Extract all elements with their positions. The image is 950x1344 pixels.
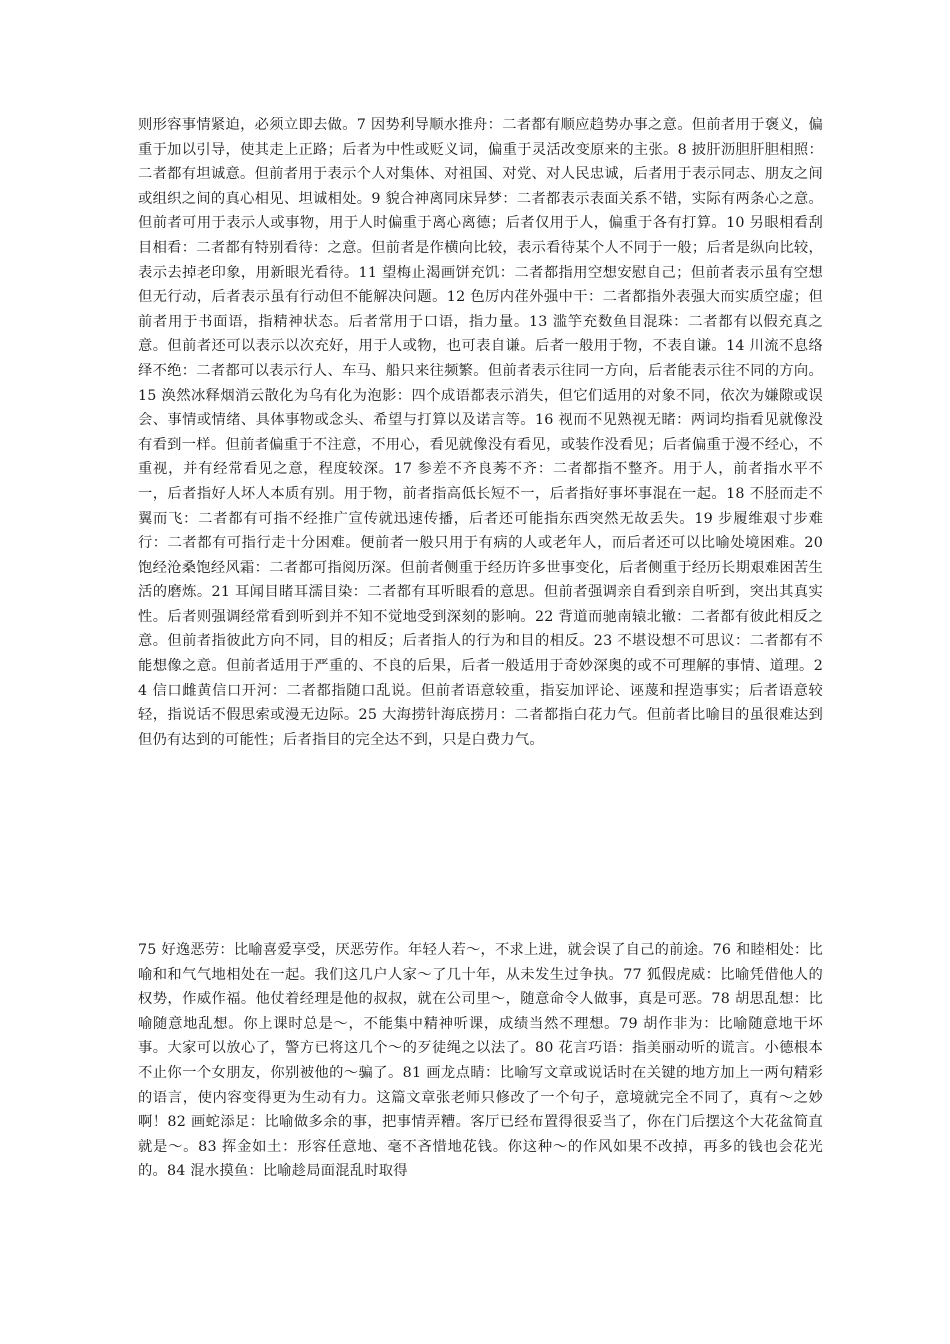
paragraph-idiom-definitions: 75 好逸恶劳：比喻喜爱享受，厌恶劳作。年轻人若～，不求上进，就会误了自己的前途。76 和睦相处：比喻和和气气地相处在一起。我们这几户人家～了几十年，从未发生过争执。77 狐假虎威：比喻凭借他人的权势，作威作福。他仗着经理是他的叔叔，就在公司里～，随意命令人做事，真是可恶。78 胡思乱想：比喻随意地乱想。你上课时总是～，不能集中精神听课，成绩当然不理想。79 胡作非为：比喻随意地干坏事。大家可以放心了，警方已将这几个～的歹徒绳之以法了。80 花言巧语：指美丽动听的谎言。小德根本不止你一个女朋友，你别被他的～骗了。81 画龙点睛：比喻写文章或说话时在关键的地方加上一两句精彩的语言，使内容变得更为生动有力。这篇文章张老师只修改了一个句子，意境就完全不同了，真有～之妙啊！82 画蛇添足：比喻做多余的事，把事情弄糟。客厅已经布置得很妥当了，你在门后摆这个大花盆简直就是～。83 挥金如土：形容任意地、毫不吝惜地花钱。你这种～的作风如果不改掉，再多的钱也会花光的。84 混水摸鱼：比喻趁局面混乱时取得 [138, 942, 823, 1180]
paragraph-idiom-comparisons: 则形容事情紧迫，必须立即去做。7 因势利导顺水推舟：二者都有顺应趋势办事之意。但前者用于褒义，偏重于加以引导，使其走上正路；后者为中性或贬义词，偏重于灵活改变原来的主张。8 披肝沥胆肝胆相照：二者都有坦诚意。但前者用于表示个人对集体、对祖国、对党、对人民忠诚，后者用于表示同志、朋友之间或组织之间的真心相见、坦诚相处。9 貌合神离同床异梦：二者都表示表面关系不错，实际有两条心之意。但前者可用于表示人或事物，用于人时偏重于离心离德；后者仅用于人，偏重于各有打算。10 另眼相看刮目相看：二者都有特别看待：之意。但前者是作横向比较，表示看待某个人不同于一般；后者是纵向比较，表示去掉老印象，用新眼光看待。11 望梅止渴画饼充饥：二者都指用空想安慰自己；但前者表示虽有空想但无行动，后者表示虽有行动但不能解决问题。12 色厉内荏外强中干：二者都指外表强大而实质空虚；但前者用于书面语，指精神状态。后者常用于口语，指力量。13 滥竽充数鱼目混珠：二者都有以假充真之意。但前者还可以表示以次充好，用于人或物，也可表自谦。后者一般用于物，不表自谦。14 川流不息络绎不绝：二者都可以表示行人、车马、船只来往频繁。但前者表示往同一方向，后者能表示往不同的方向。15 涣然冰释烟消云散化为乌有化为泡影：四个成语都表示消失，但它们适用的对象不同，依次为嫌隙或误会、事情或情绪、具体事物或念头、希望与打算以及诺言等。16 视而不见熟视无睹：两词均指看见就像没有看到一样。但前者偏重于不注意，不用心，看见就像没有看见，或装作没看见；后者偏重于漫不经心，不重视，并有经常看见之意，程度较深。17 参差不齐良莠不齐：二者都指不整齐。用于人，前者指水平不一，后者指好人坏人本质有别。用于物，前者指高低长短不一，后者指好事坏事混在一起。18 不胫而走不翼而飞：二者都有可指不经推广宣传就迅速传播，后者还可能指东西突然无故丢失。19 步履维艰寸步难行：二者都有可指行走十分困难。便前者一般只用于有病的人或老年人，而后者还可以比喻处境困难。20 饱经沧桑饱经风霜：二者都可指阅历深。但前者侧重于经历许多世事变化，后者侧重于经历长期艰难困苦生活的磨炼。21 耳闻目睹耳濡目染：二者都有耳听眼看的意思。但前者强调亲自看到亲自听到，突出其真实性。后者则强调经常看到听到并不知不觉地受到深刻的影响。22 背道而驰南辕北辙：二者都有彼此相反之意。但前者指彼此方向不同，目的相反；后者指人的行为和目的相反。23 不堪设想不可思议：二者都有不能想像之意。但前者适用于严重的、不良的后果，后者一般适用于奇妙深奥的或不可理解的事情、道理。24 信口雌黄信口开河：二者都指随口乱说。但前者语意较重，指妄加评论、诬蔑和捏造事实；后者语意较轻，指说话不假思索或漫无边际。25 大海捞针海底捞月：二者都指白花力气。但前者比喻目的虽很难达到但仍有达到的可能性；后者指目的完全达不到，只是白费力气。 [138, 117, 823, 748]
